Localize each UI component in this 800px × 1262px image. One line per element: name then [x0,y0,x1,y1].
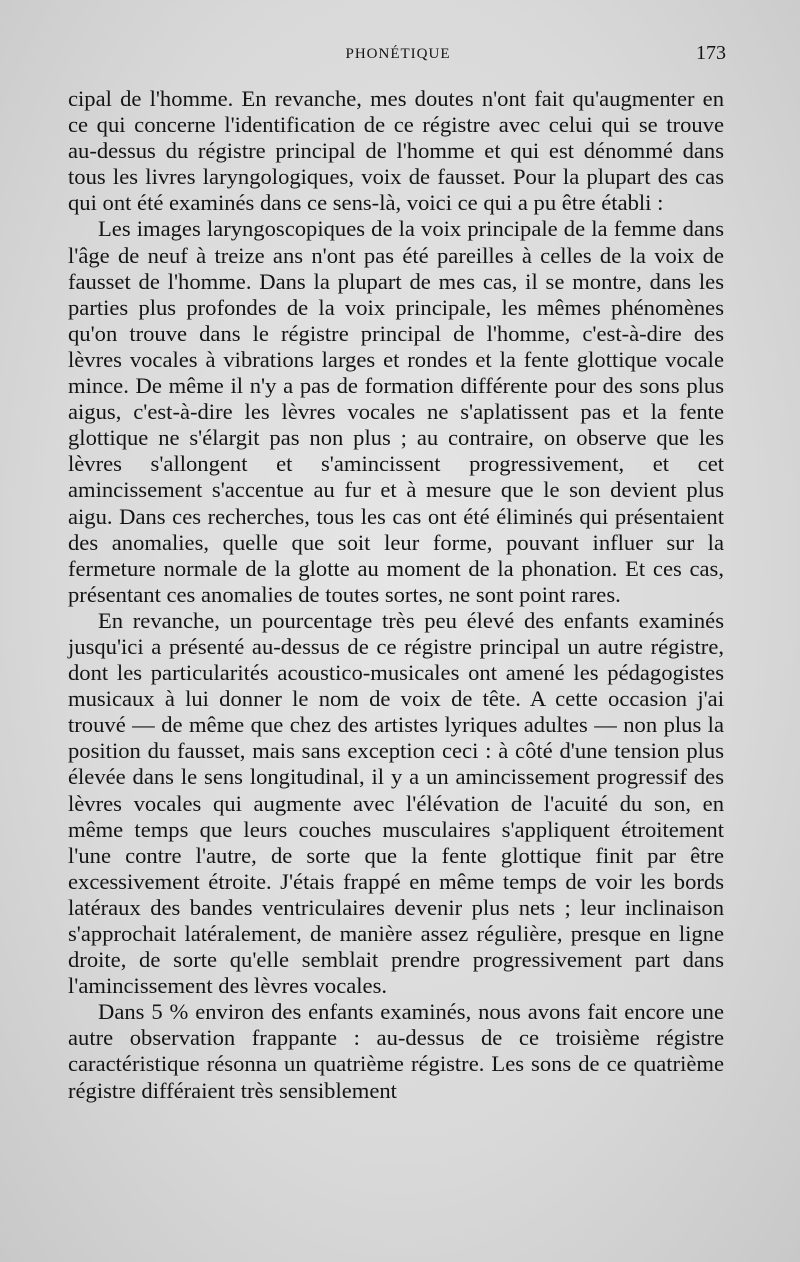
paragraph-4: Dans 5 % environ des enfants examinés, nous avons fait encore une autre observation frappante : au-dessus de ce troisième régistre caractéristique résonna un quatrième régistre. Les sons de ce quatrième régistre différaient très sensiblement [68,999,724,1103]
paragraph-1: cipal de l'homme. En revanche, mes doutes n'ont fait qu'augmenter en ce qui concerne l'identification de ce régistre avec celui qui se trouve au-dessus du régistre principal de l'homme et qui est dénommé dans tous les livres laryngologiques, voix de fausset. Pour la plupart des cas qui ont été examinés dans ce sens-là, voici ce qui a pu être établi : [68,86,724,216]
body-text [68,86,724,1104]
running-title: PHONÉTIQUE [345,46,451,62]
paragraph-2: Les images laryngoscopiques de la voix principale de la femme dans l'âge de neuf à treize ans n'ont pas été pareilles à celles de la voix de fausset de l'homme. Dans la plupart de mes cas, il se montre, dans les parties plus profondes de la voix principale, les mêmes phénomènes qu'on trouve dans le régistre principal de l'homme, c'est-à-dire des lèvres vocales à vibrations larges et rondes et la fente glottique vocale mince. De même il n'y a pas de formation différente pour des sons plus aigus, c'est-à-dire les lèvres vocales ne s'aplatissent pas et la fente glottique ne s'élargit pas non plus ; au contraire, on observe que les lèvres s'allongent et s'amincissent progressivement, et cet amincissement s'accentue au fur et à mesure que le son devient plus aigu. Dans ces recherches, tous les cas ont été éliminés qui présentaient des anomalies, quelle que soit leur forme, pouvant influer sur la fermeture normale de la glotte au moment de la phonation. Et ces cas, présentant ces anomalies de toutes sortes, ne sont point rares. [68,216,724,607]
page-number: 173 [696,42,726,64]
paragraph-3: En revanche, un pourcentage très peu élevé des enfants examinés jusqu'ici a présenté au-dessus de ce régistre principal un autre régistre, dont les particularités acoustico-musicales ont amené les pédagogistes musicaux à lui donner le nom de voix de tête. A cette occasion j'ai trouvé — de même que chez des artistes lyriques adultes — non plus la position du fausset, mais sans exception ceci : à côté d'une tension plus élevée dans le sens longitudinal, il y a un amincissement progressif des lèvres vocales qui augmente avec l'élévation de l'acuité du son, en même temps que leurs couches musculaires s'appliquent étroitement l'une contre l'autre, de sorte que la fente glottique finit par être excessivement étroite. J'étais frappé en même temps de voir les bords latéraux des bandes ventriculaires devenir plus nets ; leur inclinaison s'approchait latéralement, de manière assez régulière, presque en ligne droite, de sorte qu'elle semblait prendre progressivement part dans l'amincissement des lèvres vocales. [68,607,724,999]
page-header [70,42,726,76]
